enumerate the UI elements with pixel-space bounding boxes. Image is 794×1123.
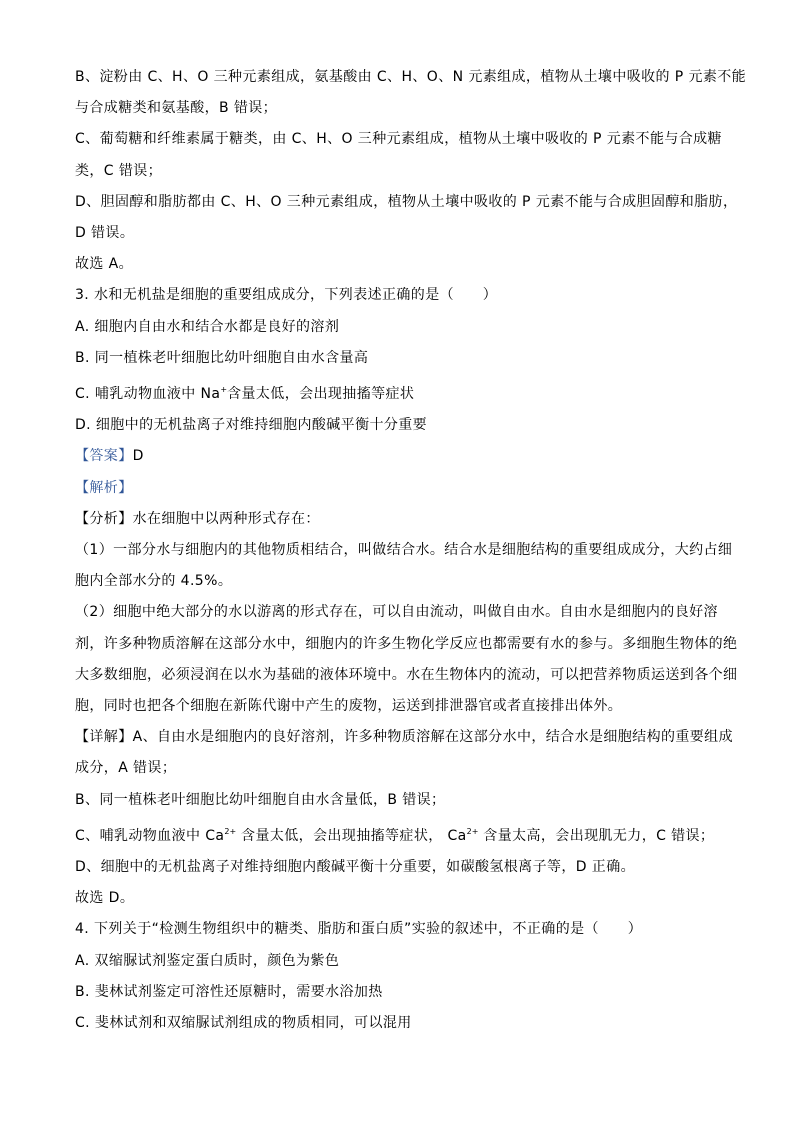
fenxi-text: 水在细胞中以两种形式存在： (132, 510, 320, 527)
superscript: 2+ (466, 826, 479, 836)
detail-c-text-3: 含量太高，会出现肌无力，C 错误； (478, 827, 715, 844)
superscript: 2+ (224, 826, 237, 836)
question-3-option-a: A. 细胞内自由水和结合水都是良好的溶剂 (75, 318, 340, 335)
superscript: + (220, 385, 228, 395)
option-c-text-1: C. 哺乳动物血液中 Na (75, 386, 221, 403)
question-4-option-b: B. 斐林试剂鉴定可溶性还原糖时，需要水浴加热 (75, 983, 383, 1000)
text-line: 胞，同时也把各个细胞在新陈代谢中产生的废物，运送到排泄器官或者直接排出体外。 (75, 698, 623, 715)
detail-line (75, 722, 733, 753)
text-line: B、淀粉由 C、H、O 三种元素组成，氨基酸由 C、H、O、N 元素组成，植物从土壤中吸收的 P 元素不能 (75, 69, 747, 85)
analysis-line (75, 473, 725, 504)
text-line: 成分，A 错误； (75, 760, 177, 777)
fenxi-tag: 【分析】 (75, 510, 133, 527)
question-4-option-a: A. 双缩脲试剂鉴定蛋白质时，颜色为紫色 (75, 952, 340, 969)
detail-text: A、自由水是细胞内的良好溶剂，许多种物质溶解在这部分水中，结合水是细胞结构的重要组成 (132, 729, 733, 746)
question-3-option-b: B. 同一植株老叶细胞比幼叶细胞自由水含量高 (75, 349, 369, 366)
question-3-stem: 3. 水和无机盐是细胞的重要组成成分，下列表述正确的是（ ） (75, 287, 498, 304)
text-line: （2）细胞中绝大部分的水以游离的形式存在，可以自由流动，叫做自由水。自由水是细胞内的良好溶 (75, 604, 718, 621)
detail-c-text-1: C、哺乳动物血液中 Ca (75, 827, 225, 844)
fenxi-line (75, 504, 725, 535)
text-line: B、同一植株老叶细胞比幼叶细胞自由水含量低，B 错误； (75, 791, 446, 808)
question-4-stem: 4. 下列关于“检测生物组织中的糖类、脂肪和蛋白质”实验的叙述中，不正确的是（ ） (75, 921, 643, 938)
answer-value: D (132, 448, 144, 465)
document-body (75, 62, 747, 1039)
question-3-option-d: D. 细胞中的无机盐离子对维持细胞内酸碱平衡十分重要 (75, 417, 428, 434)
text-line: 故选 D。 (75, 890, 135, 907)
text-line: 与合成糖类和氨基酸，B 错误； (75, 100, 278, 117)
question-4-option-c: C. 斐林试剂和双缩脲试剂组成的物质相同，可以混用 (75, 1015, 412, 1032)
detail-tag: 【详解】 (75, 729, 133, 746)
answer-line (75, 441, 725, 472)
text-line: D、胆固醇和脂肪都由 C、H、O 三种元素组成，植物从土壤中吸收的 P 元素不能与合成胆固醇和脂肪， (75, 193, 738, 210)
question-3-option-c (75, 374, 725, 410)
text-line: 故选 A。 (75, 256, 134, 273)
option-c-text-2: 含量太低，会出现抽搐等症状 (227, 386, 415, 403)
text-line: 大多数细胞，必须浸润在以水为基础的液体环境中。水在生物体内的流动，可以把营养物质运送到各个细 (75, 666, 738, 683)
text-line: 类，C 错误； (75, 162, 163, 179)
text-line: C、葡萄糖和纤维素属于糖类，由 C、H、O 三种元素组成，植物从土壤中吸收的 P 元素不能与合成糖 (75, 131, 722, 148)
analysis-tag: 【解析】 (75, 479, 133, 496)
text-line: （1）一部分水与细胞内的其他物质相结合，叫做结合水。结合水是细胞结构的重要组成成分，大约占细 (75, 542, 733, 559)
text-line: 胞内全部水分的 4.5%。 (75, 573, 233, 590)
text-line: D 错误。 (75, 225, 135, 242)
answer-tag: 【答案】 (75, 448, 133, 465)
detail-c-text-2: 含量太低，会出现抽搐等症状， Ca (236, 827, 467, 844)
text-line: D、细胞中的无机盐离子对维持细胞内酸碱平衡十分重要，如碳酸氢根离子等，D 正确。 (75, 859, 636, 876)
text-line (75, 816, 725, 852)
text-line: 剂，许多种物质溶解在这部分水中，细胞内的许多生物化学反应也都需要有水的参与。多细胞生物体的绝 (75, 635, 738, 652)
